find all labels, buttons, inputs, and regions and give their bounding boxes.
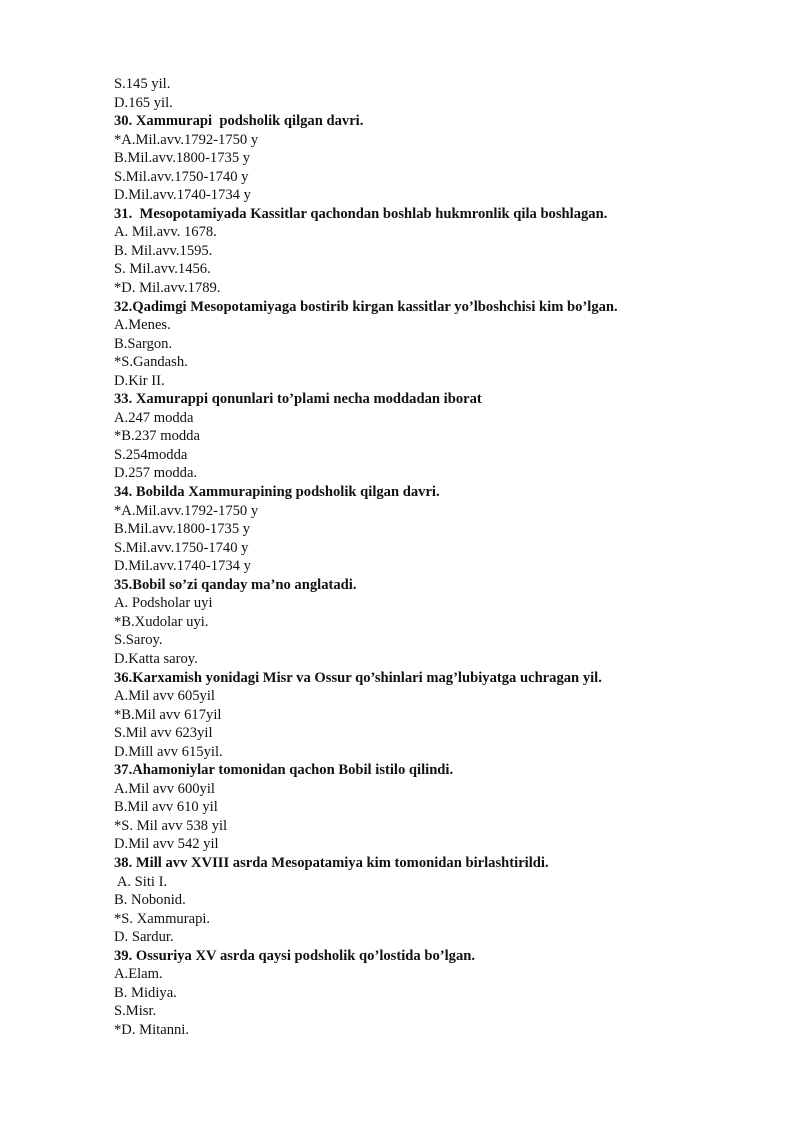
answer-option: B.Mil.avv.1800-1735 y <box>114 521 251 538</box>
answer-option: D.165 yil. <box>114 94 173 111</box>
answer-option: D.257 modda. <box>114 465 198 482</box>
answer-option: S.Saroy. <box>114 632 163 649</box>
answer-option: A.Mil avv 605yil <box>114 688 215 705</box>
document-page <box>114 75 774 1039</box>
answer-option: A.Mil avv 600yil <box>114 780 215 797</box>
answer-option: D.Katta saroy. <box>114 650 198 667</box>
question-text: 37.Ahamoniylar tomonidan qachon Bobil istilo qilindi. <box>114 762 454 779</box>
answer-option: B. Midiya. <box>114 984 177 1001</box>
question-text: 38. Mill avv XVIII asrda Mesopatamiya kim tomonidan birlashtirildi. <box>114 854 549 871</box>
answer-option: A. Siti I. <box>114 873 168 890</box>
answer-option: A.Elam. <box>114 966 163 983</box>
answer-option: B.Sargon. <box>114 335 173 352</box>
answer-option: S.Mil.avv.1750-1740 y <box>114 168 249 185</box>
answer-option: A.Menes. <box>114 317 171 334</box>
answer-option: *B.Xudolar uyi. <box>114 613 209 630</box>
question-text: 31. Mesopotamiyada Kassitlar qachondan boshlab hukmronlik qila boshlagan. <box>114 205 608 222</box>
answer-option: S.Mil.avv.1750-1740 y <box>114 539 249 556</box>
answer-option: *B.Mil avv 617yil <box>114 706 222 723</box>
answer-option: A. Podsholar uyi <box>114 595 213 612</box>
answer-option: D. Sardur. <box>114 929 174 946</box>
question-text: 34. Bobilda Xammurapining podsholik qilgan davri. <box>114 484 440 501</box>
answer-option: B. Mil.avv.1595. <box>114 242 213 259</box>
question-text: 32.Qadimgi Mesopotamiyaga bostirib kirgan kassitlar yo’lboshchisi kim bo’lgan. <box>114 298 618 315</box>
answer-option: *A.Mil.avv.1792-1750 y <box>114 502 259 519</box>
answer-option: S.145 yil. <box>114 76 171 92</box>
question-text: 33. Xamurappi qonunlari to’plami necha moddadan iborat <box>114 391 482 408</box>
question-text: 36.Karxamish yonidagi Misr va Ossur qo’shinlari mag’lubiyatga uchragan yil. <box>114 669 602 686</box>
answer-option: B.Mil avv 610 yil <box>114 799 218 816</box>
answer-option: *D. Mitanni. <box>114 1021 189 1038</box>
answer-option: A.247 modda <box>114 409 194 426</box>
question-text: 35.Bobil so’zi qanday ma’no anglatadi. <box>114 576 357 593</box>
answer-option: B. Nobonid. <box>114 892 186 909</box>
question-text: 39. Ossuriya XV asrda qaysi podsholik qo’lostida bo’lgan. <box>114 947 476 964</box>
answer-option: S. Mil.avv.1456. <box>114 261 211 278</box>
answer-option: *D. Mil.avv.1789. <box>114 280 221 297</box>
answer-option: *B.237 modda <box>114 428 200 445</box>
answer-option: *A.Mil.avv.1792-1750 y <box>114 131 259 148</box>
answer-option: *S.Gandash. <box>114 354 188 371</box>
answer-option: D.Mil avv 542 yil <box>114 836 219 853</box>
answer-option: *S. Xammurapi. <box>114 910 211 927</box>
answer-option: B.Mil.avv.1800-1735 y <box>114 150 251 167</box>
answer-option: D.Kir II. <box>114 372 165 389</box>
answer-option: *S. Mil avv 538 yil <box>114 817 228 834</box>
answer-option: S.Mil avv 623yil <box>114 725 213 742</box>
question-text: 30. Xammurapi podsholik qilgan davri. <box>114 113 364 130</box>
answer-option: S.254modda <box>114 446 188 463</box>
answer-option: S.Misr. <box>114 1003 157 1020</box>
answer-option: D.Mil.avv.1740-1734 y <box>114 558 251 575</box>
answer-option: A. Mil.avv. 1678. <box>114 224 217 241</box>
answer-option: D.Mil.avv.1740-1734 y <box>114 187 251 204</box>
answer-option: D.Mill avv 615yil. <box>114 743 223 760</box>
